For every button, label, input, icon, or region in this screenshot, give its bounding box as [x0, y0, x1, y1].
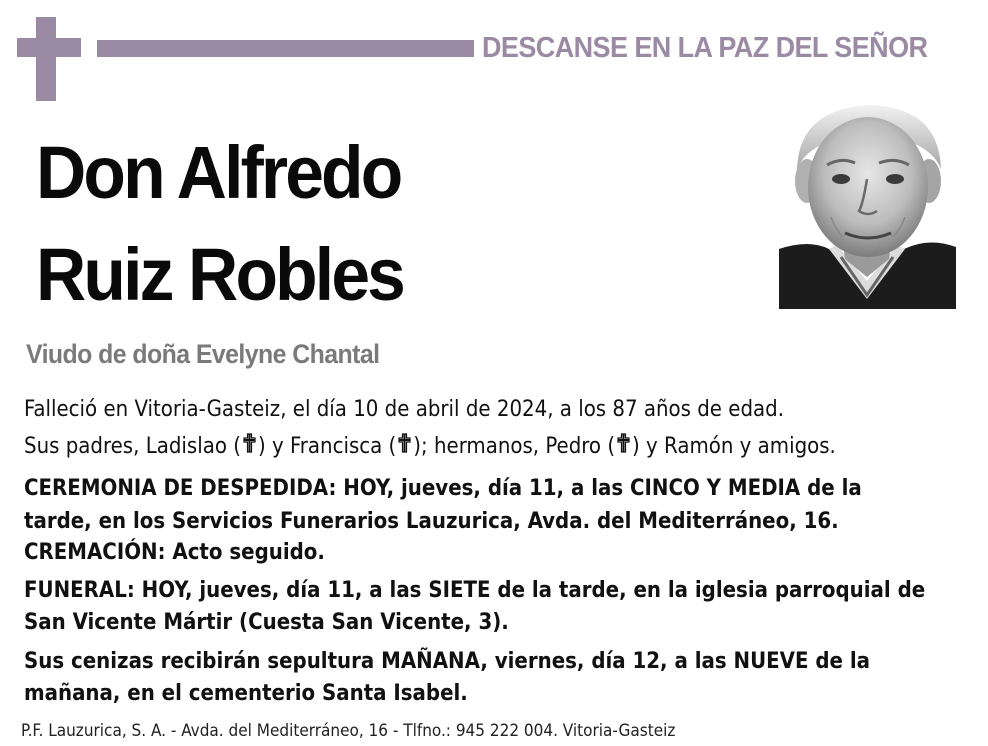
cremation-line: CREMACIÓN: Acto seguido. — [24, 540, 325, 565]
family-line — [24, 430, 974, 464]
family-text-4: ) y Ramón y amigos. — [632, 434, 836, 459]
cross-icon — [397, 430, 412, 464]
header-divider-bar — [97, 40, 474, 57]
deceased-name-line1: Don Alfredo — [36, 131, 401, 214]
deceased-name-line2: Ruiz Robles — [36, 233, 404, 316]
cross-icon — [242, 430, 257, 464]
ashes-line-2: mañana, en el cementerio Santa Isabel. — [24, 681, 468, 706]
funeral-home-footer: P.F. Lauzurica, S. A. - Avda. del Mediterráneo, 16 - Tlfno.: 945 222 004. Vitoria-Gasteiz — [21, 721, 676, 741]
header-motto: DESCANSE EN LA PAZ DEL SEÑOR — [482, 32, 928, 64]
family-text-3: ); hermanos, Pedro ( — [413, 434, 616, 459]
family-text-1: Sus padres, Ladislao ( — [24, 434, 241, 459]
ceremony-line-2: tarde, en los Servicios Funerarios Lauzurica, Avda. del Mediterráneo, 16. — [24, 509, 839, 534]
ceremony-line-1: CEREMONIA DE DESPEDIDA: HOY, jueves, día 11, a las CINCO Y MEDIA de la — [24, 476, 862, 501]
family-text-2: ) y Francisca ( — [257, 434, 397, 459]
funeral-line-1: FUNERAL: HOY, jueves, día 11, a las SIETE de la tarde, en la iglesia parroquial de — [24, 578, 926, 603]
funeral-line-2: San Vicente Mártir (Cuesta San Vicente, 3). — [24, 610, 509, 635]
deceased-subtitle: Viudo de doña Evelyne Chantal — [26, 339, 380, 369]
death-notice: Falleció en Vitoria-Gasteiz, el día 10 de abril de 2024, a los 87 años de edad. — [24, 397, 784, 422]
cross-icon — [36, 17, 56, 101]
portrait-photo — [779, 99, 956, 309]
cross-icon — [616, 430, 631, 464]
cross-icon-bar — [17, 38, 81, 57]
ashes-line-1: Sus cenizas recibirán sepultura MAÑANA, viernes, día 12, a las NUEVE de la — [24, 649, 871, 674]
